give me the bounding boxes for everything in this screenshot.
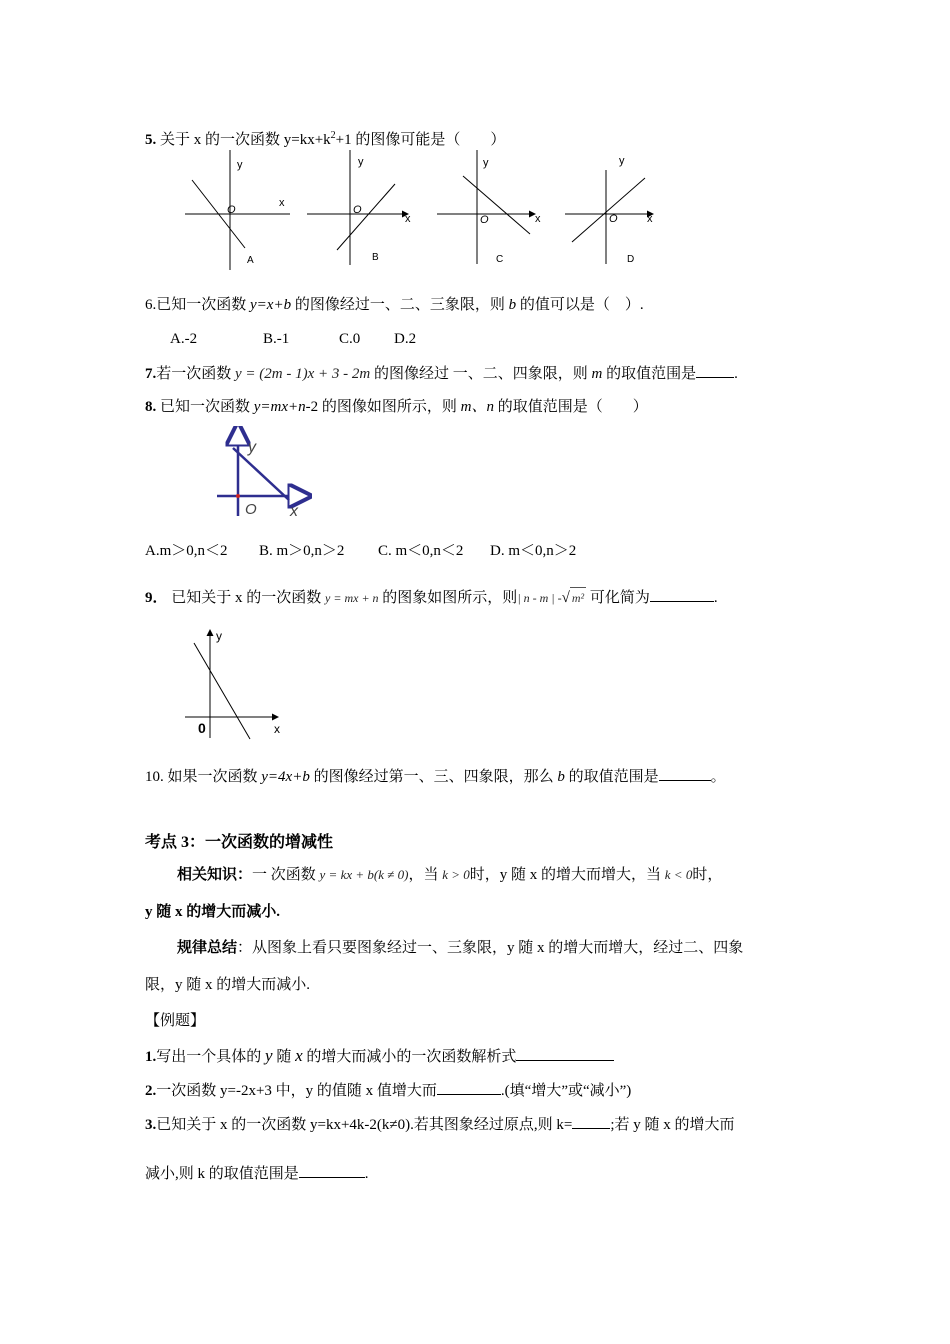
q5-graphs [175, 150, 675, 275]
svg-text:y: y [619, 155, 625, 167]
ex1-answer-blank[interactable] [516, 1046, 614, 1061]
knowledge-line1: 相关知识：一 次函数 y = kx + b(k ≠ 0)，当 k > 0时，y 随 x 的增大而增大，当 k < 0时， [177, 867, 723, 883]
q7-answer-blank[interactable] [696, 363, 734, 378]
q9-abs: | n - m | - [517, 591, 562, 605]
svg-text:x: x [535, 213, 541, 225]
svg-text:O: O [227, 204, 236, 216]
q9-formula: y = mx + n [325, 591, 379, 605]
q6-option-a[interactable]: A.-2 [170, 331, 198, 347]
graph-a [185, 150, 290, 270]
svg-text:B: B [372, 252, 379, 263]
q6-option-b[interactable]: B.-1 [263, 331, 290, 347]
svg-text:y: y [248, 439, 256, 456]
svg-text:y: y [216, 629, 222, 643]
summary-line2: 限，y 随 x 的增大而减小. [145, 977, 311, 993]
svg-text:A: A [247, 255, 254, 266]
q6-option-c[interactable]: C.0 [339, 331, 361, 347]
section-title: 考点 3：一次函数的增减性 [145, 834, 334, 851]
svg-text:y: y [358, 156, 364, 168]
q6-options [170, 329, 416, 349]
svg-text:O: O [245, 501, 257, 518]
summary-line1: 规律总结：从图象上看只要图象经过一、三象限，y 随 x 的增大而增大，经过二、四象 [177, 940, 744, 956]
q9-answer-blank[interactable] [650, 587, 714, 602]
svg-text:0: 0 [198, 720, 206, 736]
ex3-blank-range[interactable] [299, 1163, 365, 1178]
ex2-answer-blank[interactable] [437, 1080, 501, 1095]
svg-text:x: x [405, 213, 411, 225]
q10-stem: 10. 如果一次函数 y=4x+b 的图像经过第一、三、四象限，那么 b 的取值范围是 。 [145, 766, 726, 787]
ex3-stem: 3.已知关于 x 的一次函数 y=kx+4k-2(k≠0).若其图象经过原点,则 k= ;若 y 随 x 的增大而 [145, 1114, 735, 1135]
svg-text:O: O [353, 204, 362, 216]
q6-option-d[interactable]: D.2 [394, 331, 417, 347]
q7-stem: 7.若一次函数 y = (2m - 1)x + 3 - 2m 的图像经过 一、二、四象限，则 m 的取值范围是 . [145, 363, 738, 384]
q8-option-c[interactable]: C. m＜0,n＜2 [378, 543, 464, 559]
example-header: 【例题】 [145, 1013, 206, 1029]
svg-text:y: y [237, 159, 243, 171]
q9-graph [180, 626, 290, 741]
q8-stem: 8. 已知一次函数 y=mx+n-2 的图像如图所示，则 m、n 的取值范围是（ ） [145, 399, 648, 415]
q8-options [145, 541, 576, 561]
ex2-stem: 2.一次函数 y=-2x+3 中，y 的值随 x 值增大而 .(填“增大”或“减小”) [145, 1080, 631, 1101]
svg-text:x: x [290, 503, 298, 520]
q7-formula: y = (2m - 1)x + 3 - 2m [235, 366, 371, 382]
svg-text:y: y [483, 157, 489, 169]
knowledge-line2: y 随 x 的增大而减小. [145, 904, 281, 920]
svg-text:x: x [274, 722, 280, 736]
q8-graph [212, 426, 312, 521]
q8-option-a[interactable]: A.m＞0,n＜2 [145, 543, 228, 559]
ex1-stem: 1.写出一个具体的 y 随 x 的增大而减小的一次函数解析式 [145, 1046, 614, 1067]
q5-stem: 5. 关于 x 的一次函数 $y=kx+k^2+1$ 的图像可能是（ ） [145, 130, 506, 148]
svg-text:C: C [496, 254, 504, 265]
q9-sqrt: m² [570, 587, 586, 608]
graph-b [307, 150, 411, 265]
ex3-line2: 减小,则 k 的取值范围是 . [145, 1163, 369, 1184]
svg-text:O: O [609, 213, 618, 225]
q10-answer-blank[interactable] [659, 766, 711, 781]
svg-text:O: O [480, 214, 489, 226]
svg-text:x: x [279, 197, 285, 209]
q8-option-d[interactable]: D. m＜0,n＞2 [490, 543, 577, 559]
q6-stem: 6.已知一次函数 y=x+b 的图像经过一、二、三象限，则 b 的值可以是（ ）. [145, 297, 644, 313]
q5-text: 关于 x 的一次函数 y=kx+k [156, 132, 331, 148]
svg-text:x: x [647, 213, 653, 225]
svg-text:D: D [627, 254, 635, 265]
q5-number: 5. [145, 132, 157, 148]
graph-d [565, 155, 653, 265]
q8-option-b[interactable]: B. m＞0,n＞2 [259, 543, 345, 559]
graph-c [437, 150, 541, 265]
ex3-blank-k[interactable] [572, 1114, 610, 1129]
q9-stem: 9． 已知关于 x 的一次函数 y = mx + n 的图象如图所示，则| n - m | -√ m² 可化简为 . [145, 587, 718, 608]
